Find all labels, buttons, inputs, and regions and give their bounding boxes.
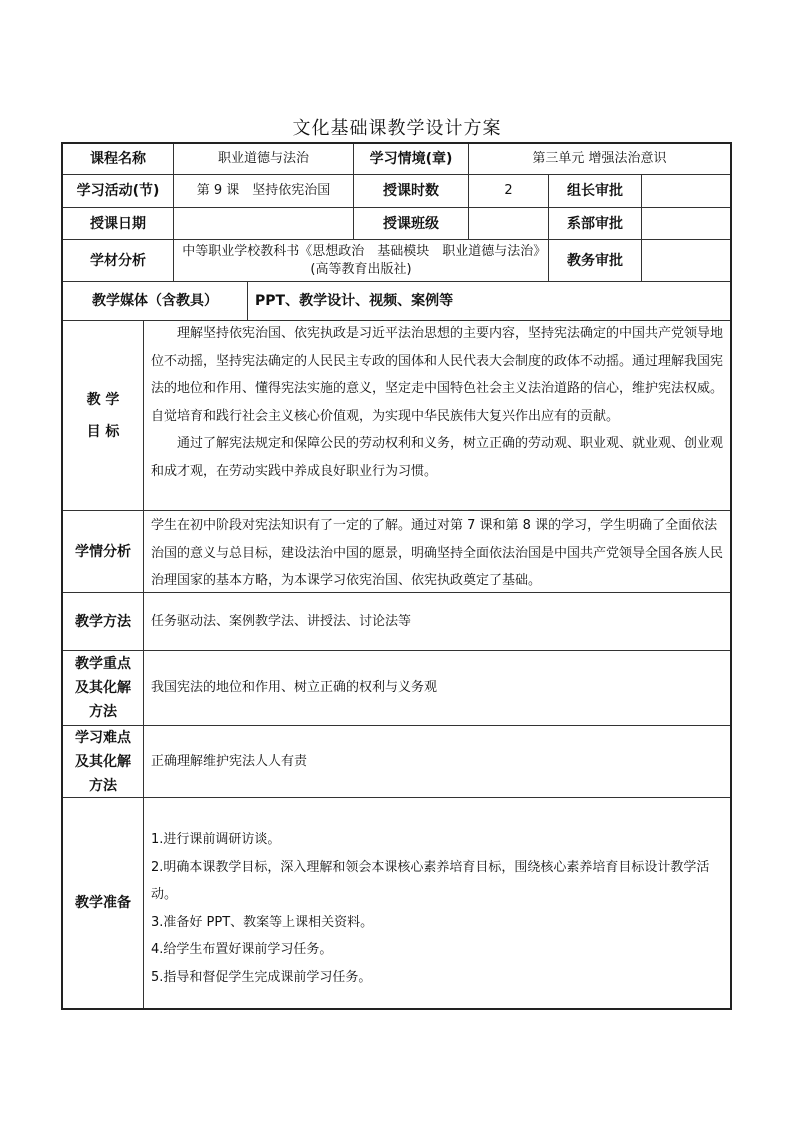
- key-points-label-line3: 方法: [89, 704, 117, 720]
- material-analysis-label: 学材分析: [90, 252, 146, 269]
- teaching-hours-value: 2: [504, 183, 513, 198]
- teaching-methods-label: 教学方法: [75, 613, 131, 630]
- material-analysis-value: 中等职业学校教科书《思想政治 基础模块 职业道德与法治》(高等教育出版社): [182, 243, 540, 277]
- objectives-label-line2: 目 标: [86, 423, 120, 440]
- group-leader-approval-value: [642, 175, 730, 207]
- row-divider: [63, 510, 730, 511]
- learning-activity-value: 第 9 课 坚持依宪治国: [196, 183, 331, 198]
- teaching-hours-label: 授课时数: [383, 183, 439, 199]
- lesson-plan-table: [61, 142, 732, 1010]
- difficulties-label: [63, 726, 143, 797]
- page-title: 文化基础课教学设计方案: [292, 118, 502, 139]
- teaching-class-label: 授课班级: [383, 215, 439, 232]
- objectives-paragraph: 通过了解宪法规定和保障公民的劳动权利和义务，树立正确的劳动观、职业观、就业观、创业观和成才观，在劳动实践中养成良好职业行为习惯。: [151, 436, 724, 479]
- department-approval-value: [642, 208, 730, 239]
- group-leader-approval-label: 组长审批: [567, 183, 623, 199]
- objectives-label-line1: 教 学: [86, 391, 120, 408]
- teaching-media-label: 教学媒体（含教具）: [92, 293, 218, 309]
- preparation-label: 教学准备: [75, 895, 131, 911]
- key-points-text: 我国宪法的地位和作用、树立正确的权利与义务观: [151, 680, 438, 695]
- list-item: 1.进行课前调研访谈。: [151, 832, 281, 847]
- student-analysis-text: 学生在初中阶段对宪法知识有了一定的了解。通过对第 7 课和第 8 课的学习，学生明确了全面依法治国的意义与总目标，建设法治中国的愿景，明确坚持全面依法治国是中国共产党领导全国各族人民治理国家的基本方略，为本课学习依宪治国、依宪执政奠定了基础。: [151, 518, 724, 588]
- difficulties-label-line1: 学习难点: [75, 729, 131, 746]
- teaching-media-value: PPT、教学设计、视频、案例等: [255, 293, 454, 309]
- key-points-label-line1: 教学重点: [75, 656, 131, 672]
- column-divider: [247, 281, 248, 320]
- difficulties-text: 正确理解维护宪法人人有责: [151, 753, 308, 769]
- student-analysis-content: [151, 512, 727, 592]
- list-item: 4.给学生布置好课前学习任务。: [151, 942, 333, 957]
- teaching-methods-text: 任务驱动法、案例教学法、讲授法、讨论法等: [151, 613, 412, 629]
- teaching-date-value: [174, 208, 353, 239]
- list-item: 5.指导和督促学生完成课前学习任务。: [151, 969, 372, 985]
- column-divider: [143, 320, 144, 1008]
- key-points-label-line2: 及其化解: [75, 680, 131, 696]
- list-item: 3.准备好 PPT、教案等上课相关资料。: [151, 914, 374, 930]
- learning-context-label: 学习情境(章): [369, 151, 453, 167]
- difficulties-label-line3: 方法: [89, 777, 117, 794]
- preparation-list: [151, 826, 729, 996]
- objectives-content: [151, 320, 727, 510]
- row-divider: [63, 797, 730, 798]
- course-name-label: 课程名称: [90, 151, 146, 167]
- objectives-label: [63, 321, 143, 510]
- learning-context-value: 第三单元 增强法治意识: [532, 151, 667, 166]
- objectives-paragraph: 理解坚持依宪治国、依宪执政是习近平法治思想的主要内容，坚持宪法确定的中国共产党领导地位不动摇，坚持宪法确定的人民民主专政的国体和人民代表大会制度的政体不动摇。通过理解我国宪法的地位和作用、懂得宪法实施的意义，坚定走中国特色社会主义法治道路的信心，维护宪法权威。自觉培育和践行社会主义核心价值观，为实现中华民族伟大复兴作出应有的贡献。: [151, 326, 724, 424]
- student-analysis-label: 学情分析: [75, 543, 131, 560]
- course-name-value: 职业道德与法治: [217, 151, 309, 166]
- key-points-label: [63, 651, 143, 725]
- teaching-class-value: [469, 208, 548, 239]
- list-item: 2.明确本课教学目标，深入理解和领会本课核心素养培育目标，围绕核心素养培育目标设计教学活动。: [151, 859, 710, 902]
- department-approval-label: 系部审批: [567, 215, 623, 232]
- academic-affairs-approval-label: 教务审批: [567, 252, 623, 269]
- learning-activity-label: 学习活动(节): [76, 183, 160, 199]
- difficulties-label-line2: 及其化解: [75, 753, 131, 770]
- teaching-date-label: 授课日期: [90, 215, 146, 232]
- academic-affairs-approval-value: [642, 240, 730, 281]
